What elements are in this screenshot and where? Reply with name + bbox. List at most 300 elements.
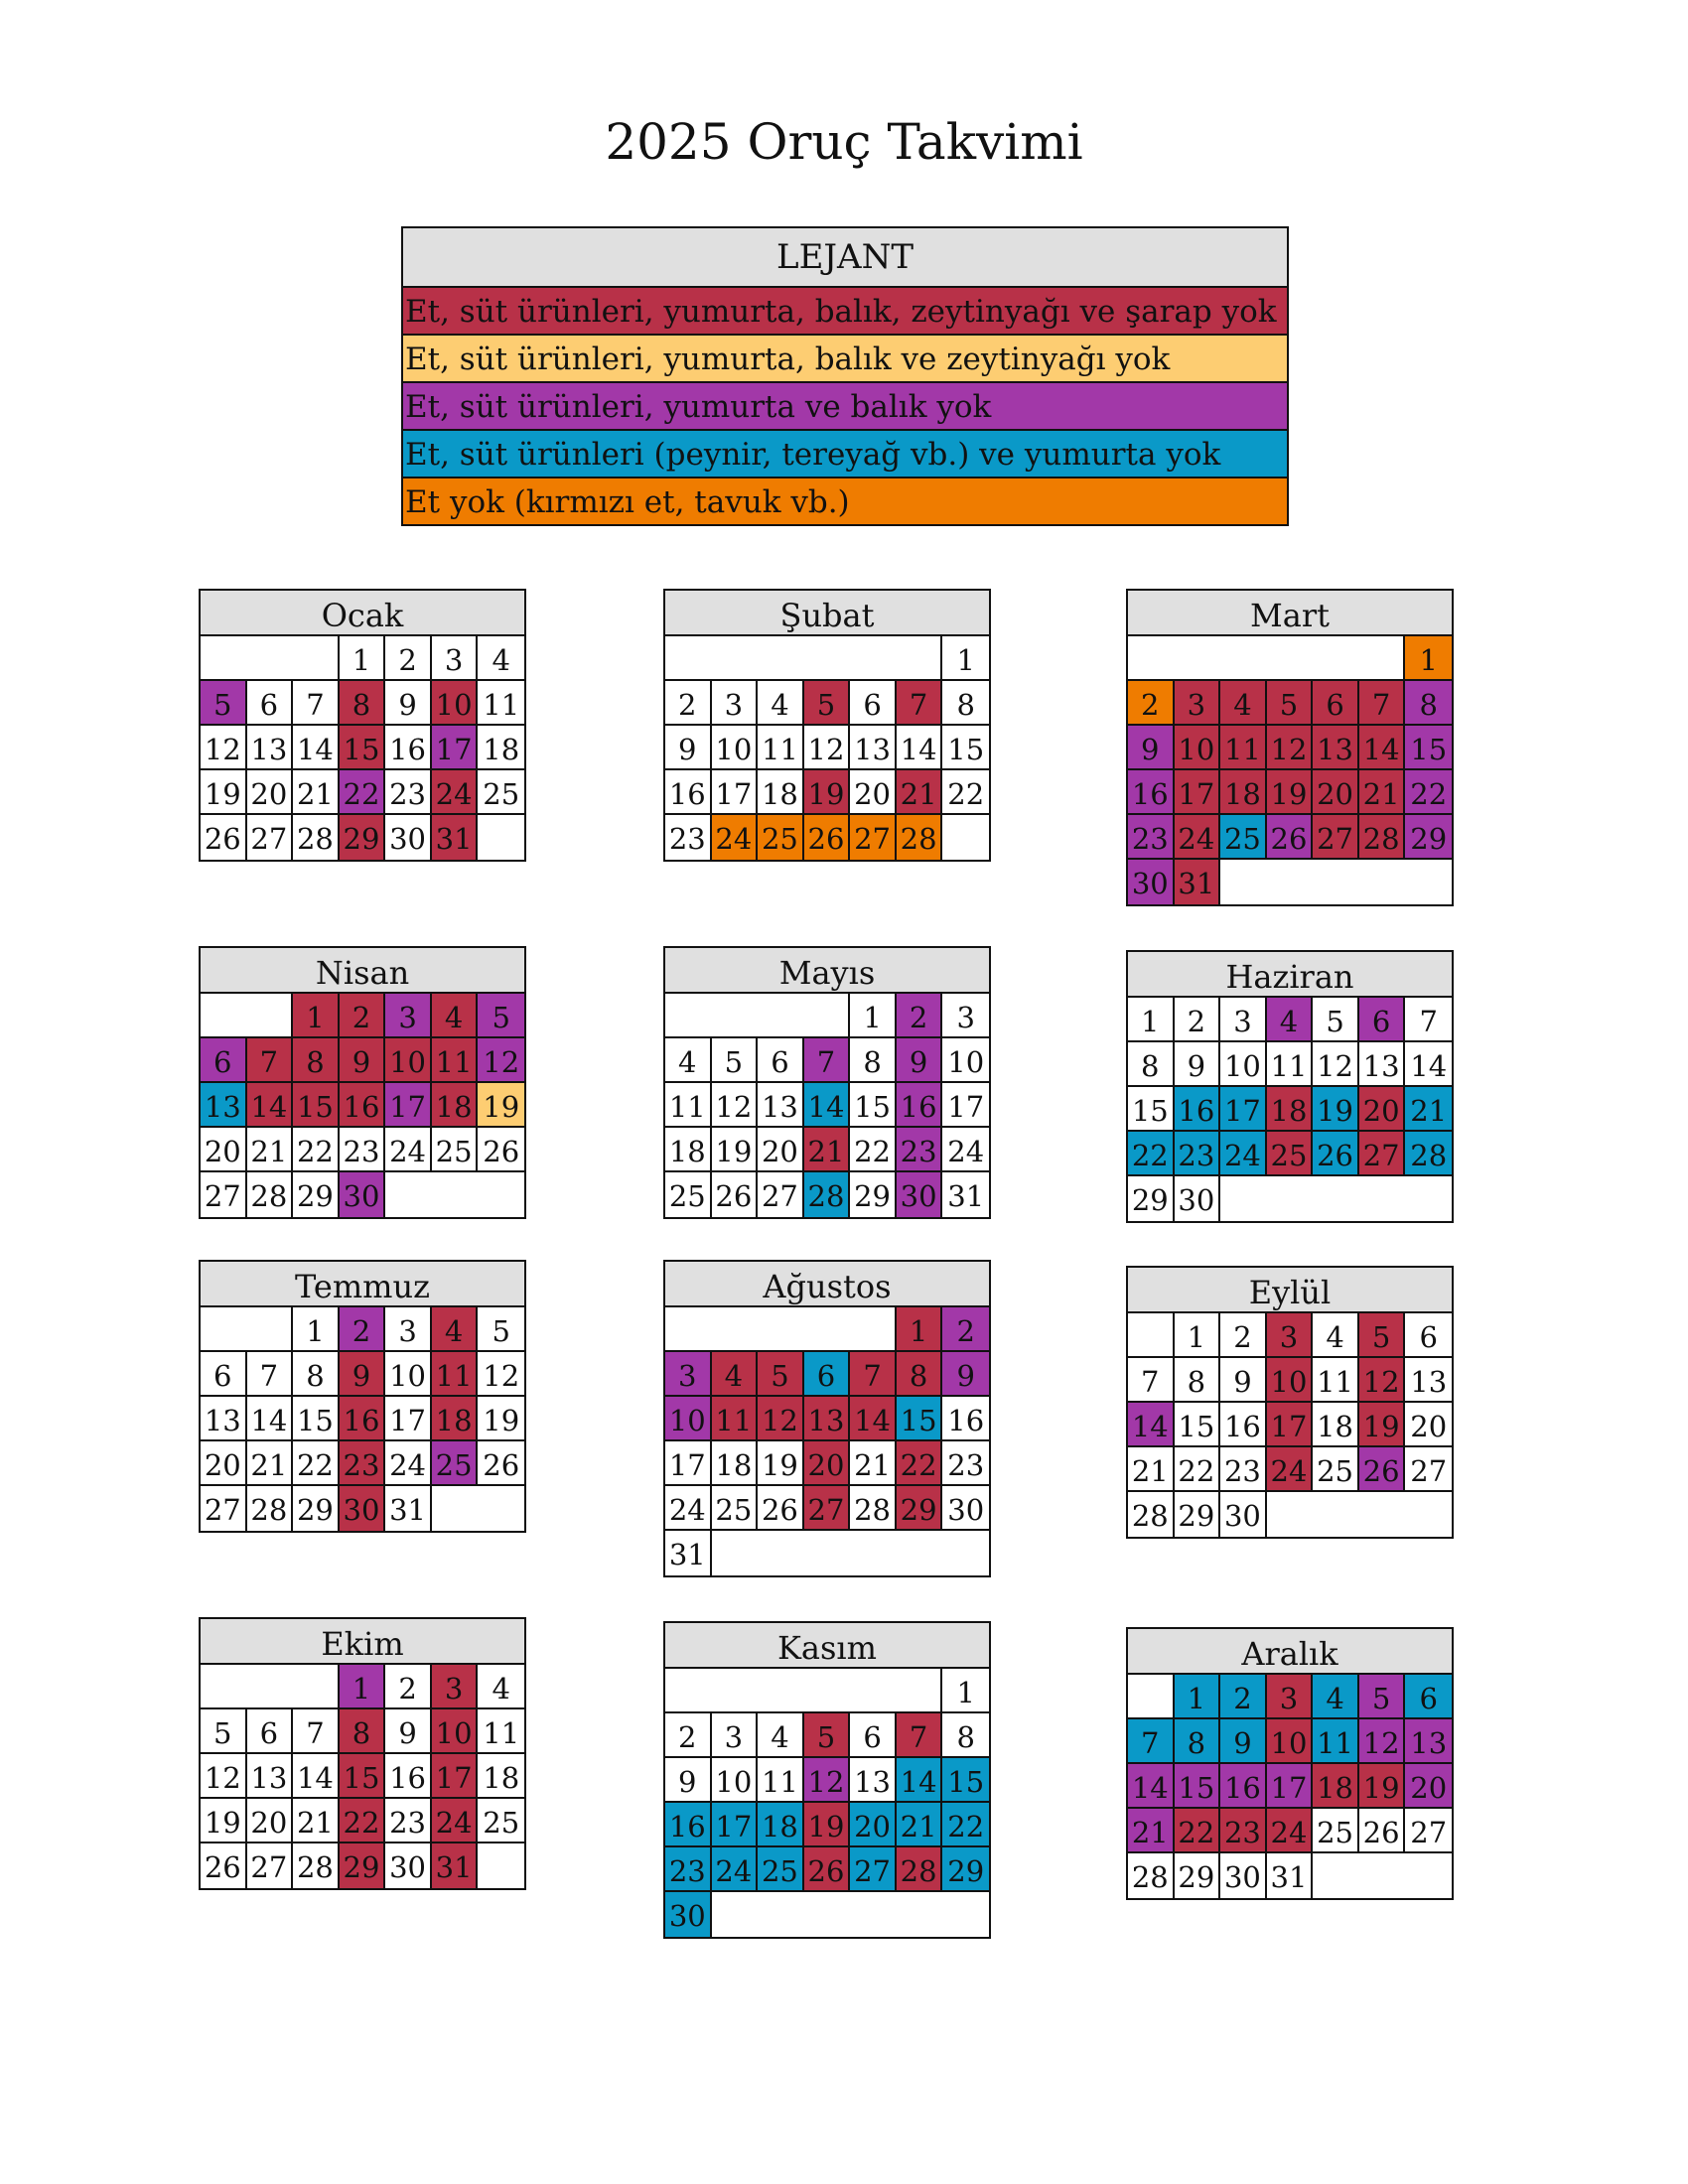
day-cell: 30 (897, 1172, 943, 1217)
day-cell: 14 (1128, 1764, 1175, 1809)
day-cell: 16 (385, 1754, 432, 1799)
day-cell: 14 (293, 726, 340, 770)
day-cell: 23 (340, 1128, 386, 1172)
empty-cell (850, 1307, 897, 1352)
empty-cell (1267, 860, 1314, 904)
day-cell: 19 (1359, 1764, 1406, 1809)
legend-item-no-oil: Et, süt ürünleri, yumurta, balık ve zeytinyağı yok (403, 336, 1287, 383)
day-cell: 29 (293, 1172, 340, 1217)
day-cell: 21 (897, 770, 943, 815)
day-cell: 10 (432, 681, 479, 726)
day-cell: 24 (432, 1799, 479, 1843)
day-cell: 22 (850, 1128, 897, 1172)
day-cell: 9 (942, 1352, 989, 1397)
month-calendar (199, 589, 526, 862)
day-cell: 19 (804, 770, 851, 815)
day-cell: 10 (1267, 1358, 1314, 1403)
day-cell: 14 (1405, 1042, 1452, 1087)
empty-cell (201, 636, 247, 681)
empty-cell (897, 1669, 943, 1713)
day-cell: 6 (1359, 998, 1406, 1042)
day-cell: 7 (897, 681, 943, 726)
empty-cell (804, 994, 851, 1038)
day-cell: 25 (1313, 1447, 1359, 1492)
empty-cell (1359, 1853, 1406, 1898)
day-cell: 3 (1267, 1675, 1314, 1719)
day-cell: 12 (1313, 1042, 1359, 1087)
day-cell: 8 (1405, 681, 1452, 726)
legend-header: LEJANT (403, 228, 1287, 288)
day-cell: 7 (1405, 998, 1452, 1042)
day-cell: 20 (850, 770, 897, 815)
day-cell: 13 (1405, 1719, 1452, 1764)
day-cell: 7 (1128, 1358, 1175, 1403)
day-cell: 29 (340, 815, 386, 860)
day-cell: 24 (1220, 1132, 1267, 1176)
day-cell: 21 (293, 1799, 340, 1843)
day-cell: 3 (385, 1307, 432, 1352)
day-cell: 10 (385, 1038, 432, 1083)
day-cell: 14 (1359, 726, 1406, 770)
day-cell: 11 (432, 1038, 479, 1083)
day-cell: 8 (850, 1038, 897, 1083)
empty-cell (478, 1843, 524, 1888)
day-cell: 31 (665, 1531, 712, 1575)
day-cell: 28 (1128, 1853, 1175, 1898)
day-cell: 19 (478, 1397, 524, 1441)
day-cell: 7 (850, 1352, 897, 1397)
empty-cell (1267, 1176, 1314, 1221)
empty-cell (1405, 860, 1452, 904)
day-cell: 9 (385, 1709, 432, 1754)
empty-cell (385, 1172, 432, 1217)
day-cell: 31 (1267, 1853, 1314, 1898)
empty-cell (247, 994, 294, 1038)
day-cell: 8 (1175, 1719, 1221, 1764)
day-cell: 21 (293, 770, 340, 815)
day-cell: 3 (432, 636, 479, 681)
day-cell: 19 (758, 1441, 804, 1486)
day-cell: 9 (665, 726, 712, 770)
empty-cell (201, 1665, 247, 1709)
empty-cell (850, 1531, 897, 1575)
day-cell: 4 (1220, 681, 1267, 726)
day-cell: 17 (432, 726, 479, 770)
day-cell: 25 (712, 1486, 759, 1531)
day-cell: 23 (665, 1847, 712, 1892)
day-cell: 12 (201, 1754, 247, 1799)
empty-cell (665, 1307, 712, 1352)
day-cell: 2 (942, 1307, 989, 1352)
month-calendar (199, 1260, 526, 1533)
day-cell: 18 (478, 1754, 524, 1799)
day-cell: 4 (432, 994, 479, 1038)
day-cell: 15 (942, 726, 989, 770)
empty-cell (247, 1307, 294, 1352)
day-cell: 15 (942, 1758, 989, 1803)
day-cell: 13 (201, 1397, 247, 1441)
day-cell: 25 (1267, 1132, 1314, 1176)
day-cell: 20 (804, 1441, 851, 1486)
day-cell: 28 (804, 1172, 851, 1217)
day-cell: 8 (942, 1713, 989, 1758)
empty-cell (1267, 636, 1314, 681)
day-grid (1128, 998, 1452, 1221)
day-cell: 21 (804, 1128, 851, 1172)
day-cell: 20 (201, 1128, 247, 1172)
day-cell: 2 (665, 681, 712, 726)
empty-cell (1313, 1853, 1359, 1898)
month-calendar (663, 1260, 991, 1577)
day-cell: 3 (942, 994, 989, 1038)
month-name: Aralık (1128, 1629, 1452, 1675)
day-cell: 14 (247, 1083, 294, 1128)
day-cell: 25 (432, 1128, 479, 1172)
day-cell: 9 (1175, 1042, 1221, 1087)
day-cell: 24 (712, 815, 759, 860)
day-cell: 28 (1405, 1132, 1452, 1176)
day-cell: 15 (897, 1397, 943, 1441)
day-cell: 26 (478, 1128, 524, 1172)
day-cell: 29 (1128, 1176, 1175, 1221)
day-cell: 18 (1313, 1764, 1359, 1809)
day-cell: 16 (1220, 1764, 1267, 1809)
day-cell: 22 (340, 1799, 386, 1843)
day-cell: 18 (1313, 1403, 1359, 1447)
day-cell: 17 (1267, 1764, 1314, 1809)
day-cell: 6 (850, 681, 897, 726)
day-cell: 5 (201, 681, 247, 726)
day-cell: 30 (942, 1486, 989, 1531)
day-cell: 6 (247, 681, 294, 726)
day-cell: 19 (1359, 1403, 1406, 1447)
day-cell: 23 (1128, 815, 1175, 860)
day-cell: 24 (712, 1847, 759, 1892)
day-cell: 30 (340, 1486, 386, 1531)
empty-cell (712, 994, 759, 1038)
day-cell: 2 (340, 994, 386, 1038)
day-cell: 7 (247, 1038, 294, 1083)
empty-cell (804, 1531, 851, 1575)
day-cell: 18 (758, 1803, 804, 1847)
day-cell: 9 (340, 1352, 386, 1397)
day-cell: 6 (1405, 1313, 1452, 1358)
day-cell: 20 (1359, 1087, 1406, 1132)
empty-cell (758, 1531, 804, 1575)
day-cell: 8 (897, 1352, 943, 1397)
day-cell: 19 (1313, 1087, 1359, 1132)
day-cell: 26 (201, 815, 247, 860)
empty-cell (897, 1892, 943, 1937)
day-cell: 1 (942, 636, 989, 681)
day-cell: 8 (293, 1352, 340, 1397)
day-cell: 31 (947, 1179, 985, 1213)
day-cell: 17 (385, 1397, 432, 1441)
day-cell: 18 (432, 1397, 479, 1441)
day-cell: 17 (942, 1083, 989, 1128)
day-cell: 4 (1267, 998, 1314, 1042)
day-cell: 5 (478, 994, 524, 1038)
day-cell: 3 (712, 681, 759, 726)
day-cell: 12 (201, 726, 247, 770)
empty-cell (293, 1665, 340, 1709)
empty-cell (432, 1172, 479, 1217)
day-cell: 20 (1405, 1764, 1452, 1809)
day-cell: 16 (1175, 1087, 1221, 1132)
day-cell: 15 (1128, 1087, 1175, 1132)
day-cell: 21 (897, 1803, 943, 1847)
day-cell: 10 (942, 1038, 989, 1083)
day-cell: 5 (478, 1307, 524, 1352)
day-cell: 4 (1313, 1675, 1359, 1719)
day-cell: 4 (478, 636, 524, 681)
day-cell: 20 (850, 1803, 897, 1847)
day-cell: 19 (201, 770, 247, 815)
day-cell: 25 (478, 770, 524, 815)
day-cell: 25 (665, 1172, 712, 1217)
day-cell: 25 (758, 1847, 804, 1892)
month-name: Ekim (201, 1619, 524, 1665)
day-cell: 28 (293, 815, 340, 860)
day-cell: 23 (1220, 1809, 1267, 1853)
empty-cell (1220, 860, 1267, 904)
day-cell: 2 (385, 1665, 432, 1709)
day-cell: 22 (293, 1128, 340, 1172)
day-cell: 6 (804, 1352, 851, 1397)
day-cell: 27 (804, 1486, 851, 1531)
day-cell: 12 (1267, 726, 1314, 770)
legend-item-no-meat: Et yok (kırmızı et, tavuk vb.) (403, 478, 1287, 524)
day-cell: 30 (1128, 860, 1175, 904)
empty-cell (712, 1669, 759, 1713)
month-name: Şubat (665, 591, 989, 636)
empty-cell (804, 1307, 851, 1352)
day-cell: 2 (897, 994, 943, 1038)
day-cell: 27 (201, 1172, 247, 1217)
day-cell: 5 (1313, 998, 1359, 1042)
day-cell: 7 (1128, 1719, 1175, 1764)
day-cell: 16 (897, 1083, 943, 1128)
day-cell: 21 (247, 1128, 294, 1172)
day-cell: 18 (758, 770, 804, 815)
day-cell: 7 (293, 681, 340, 726)
day-cell: 6 (1405, 1675, 1452, 1719)
day-cell: 5 (758, 1352, 804, 1397)
day-cell: 6 (201, 1352, 247, 1397)
empty-cell (712, 636, 759, 681)
day-grid (201, 994, 524, 1217)
day-cell: 11 (758, 726, 804, 770)
empty-cell (850, 1669, 897, 1713)
day-cell: 4 (478, 1665, 524, 1709)
day-cell: 1 (293, 994, 340, 1038)
empty-cell (201, 994, 247, 1038)
day-cell: 28 (897, 1847, 943, 1892)
day-cell: 23 (1175, 1132, 1221, 1176)
empty-cell (1313, 1176, 1359, 1221)
day-cell: 15 (340, 726, 386, 770)
day-cell: 5 (1359, 1313, 1406, 1358)
day-cell: 19 (804, 1803, 851, 1847)
day-cell: 1 (340, 636, 386, 681)
empty-cell (758, 994, 804, 1038)
empty-cell (804, 636, 851, 681)
day-cell: 25 (432, 1441, 479, 1486)
day-cell: 22 (1175, 1447, 1221, 1492)
day-cell: 20 (247, 770, 294, 815)
month-name: Temmuz (201, 1262, 524, 1307)
day-cell: 10 (712, 1758, 759, 1803)
day-cell: 30 (385, 1843, 432, 1888)
empty-cell (201, 1307, 247, 1352)
empty-cell (478, 1172, 524, 1217)
day-cell: 24 (665, 1486, 712, 1531)
day-cell: 9 (385, 681, 432, 726)
day-cell: 17 (712, 1803, 759, 1847)
empty-cell (1359, 1176, 1406, 1221)
empty-cell (1359, 1492, 1406, 1537)
day-cell: 17 (665, 1441, 712, 1486)
day-cell: 16 (665, 770, 712, 815)
day-cell: 31 (1175, 860, 1221, 904)
day-cell: 26 (201, 1843, 247, 1888)
day-cell: 8 (942, 681, 989, 726)
empty-cell (804, 1892, 851, 1937)
month-name: Ocak (201, 591, 524, 636)
day-cell: 10 (712, 726, 759, 770)
day-cell: 26 (804, 1847, 851, 1892)
day-cell: 7 (1359, 681, 1406, 726)
day-grid (665, 636, 989, 860)
empty-cell (1313, 1492, 1359, 1537)
day-cell: 11 (758, 1758, 804, 1803)
day-cell: 14 (247, 1397, 294, 1441)
day-cell: 11 (478, 681, 524, 726)
day-cell: 22 (1405, 770, 1452, 815)
day-cell: 17 (385, 1083, 432, 1128)
empty-cell (665, 636, 712, 681)
day-cell: 18 (712, 1441, 759, 1486)
day-cell: 12 (804, 1758, 851, 1803)
day-cell: 30 (1175, 1176, 1221, 1221)
day-cell: 9 (340, 1038, 386, 1083)
empty-cell (942, 1892, 989, 1937)
empty-cell (804, 1669, 851, 1713)
day-cell: 1 (897, 1307, 943, 1352)
day-cell: 24 (942, 1128, 989, 1172)
day-cell: 1 (340, 1665, 386, 1709)
empty-cell (897, 636, 943, 681)
legend-item-no-dairy: Et, süt ürünleri (peynir, tereyağ vb.) ve yumurta yok (403, 431, 1287, 478)
day-cell: 4 (712, 1352, 759, 1397)
day-cell: 10 (385, 1352, 432, 1397)
day-cell: 22 (1175, 1809, 1221, 1853)
day-cell: 9 (1128, 726, 1175, 770)
day-cell: 8 (293, 1038, 340, 1083)
day-cell: 4 (665, 1038, 712, 1083)
empty-cell (1359, 860, 1406, 904)
day-cell: 21 (1128, 1809, 1175, 1853)
day-cell: 23 (897, 1128, 943, 1172)
day-cell: 13 (758, 1083, 804, 1128)
day-cell: 5 (201, 1709, 247, 1754)
day-cell: 31 (432, 1843, 479, 1888)
day-cell: 23 (665, 815, 712, 860)
day-cell: 7 (247, 1352, 294, 1397)
day-cell: 19 (201, 1799, 247, 1843)
day-cell: 3 (665, 1352, 712, 1397)
day-cell: 16 (942, 1397, 989, 1441)
day-cell: 12 (1359, 1358, 1406, 1403)
day-cell: 29 (850, 1172, 897, 1217)
day-cell: 30 (1220, 1853, 1267, 1898)
day-cell: 26 (712, 1172, 759, 1217)
day-cell: 23 (385, 1799, 432, 1843)
month-calendar (1126, 1627, 1454, 1900)
day-cell: 3 (1267, 1313, 1314, 1358)
empty-cell (665, 994, 712, 1038)
day-cell: 4 (1313, 1313, 1359, 1358)
day-cell: 18 (478, 726, 524, 770)
day-cell: 13 (247, 1754, 294, 1799)
empty-cell (1405, 1853, 1452, 1898)
month-calendar (199, 1617, 526, 1890)
empty-cell (850, 1892, 897, 1937)
day-cell: 13 (1359, 1042, 1406, 1087)
day-cell: 8 (1128, 1042, 1175, 1087)
day-cell: 2 (1175, 998, 1221, 1042)
day-cell: 10 (1220, 1042, 1267, 1087)
empty-cell (712, 1307, 759, 1352)
day-cell: 15 (293, 1397, 340, 1441)
day-cell: 5 (1267, 681, 1314, 726)
empty-cell (1359, 636, 1406, 681)
day-cell: 12 (758, 1397, 804, 1441)
day-cell: 20 (1405, 1403, 1452, 1447)
day-cell: 19 (1267, 770, 1314, 815)
day-cell: 29 (942, 1847, 989, 1892)
day-cell: 7 (897, 1713, 943, 1758)
day-cell: 30 (340, 1172, 386, 1217)
day-cell: 25 (758, 815, 804, 860)
day-cell: 9 (897, 1038, 943, 1083)
legend-item-strict: Et, süt ürünleri, yumurta, balık, zeytinyağı ve şarap yok (403, 288, 1287, 336)
empty-cell (665, 1669, 712, 1713)
day-cell: 27 (758, 1172, 804, 1217)
day-cell: 25 (478, 1799, 524, 1843)
day-cell: 2 (1220, 1675, 1267, 1719)
day-cell: 2 (1128, 681, 1175, 726)
day-cell: 11 (1313, 1358, 1359, 1403)
empty-cell (712, 1531, 759, 1575)
day-cell: 30 (385, 815, 432, 860)
empty-cell (897, 1531, 943, 1575)
day-cell: 5 (1359, 1675, 1406, 1719)
day-cell: 26 (1359, 1809, 1406, 1853)
empty-cell (758, 636, 804, 681)
day-grid (201, 636, 524, 860)
day-cell: 21 (850, 1441, 897, 1486)
empty-cell (293, 636, 340, 681)
day-cell: 8 (340, 1709, 386, 1754)
day-cell: 24 (1267, 1447, 1314, 1492)
month-name: Mayıs (665, 948, 989, 994)
day-cell: 24 (385, 1128, 432, 1172)
day-cell: 22 (340, 770, 386, 815)
day-cell: 19 (478, 1083, 524, 1128)
day-cell: 10 (1175, 726, 1221, 770)
day-cell: 9 (665, 1758, 712, 1803)
